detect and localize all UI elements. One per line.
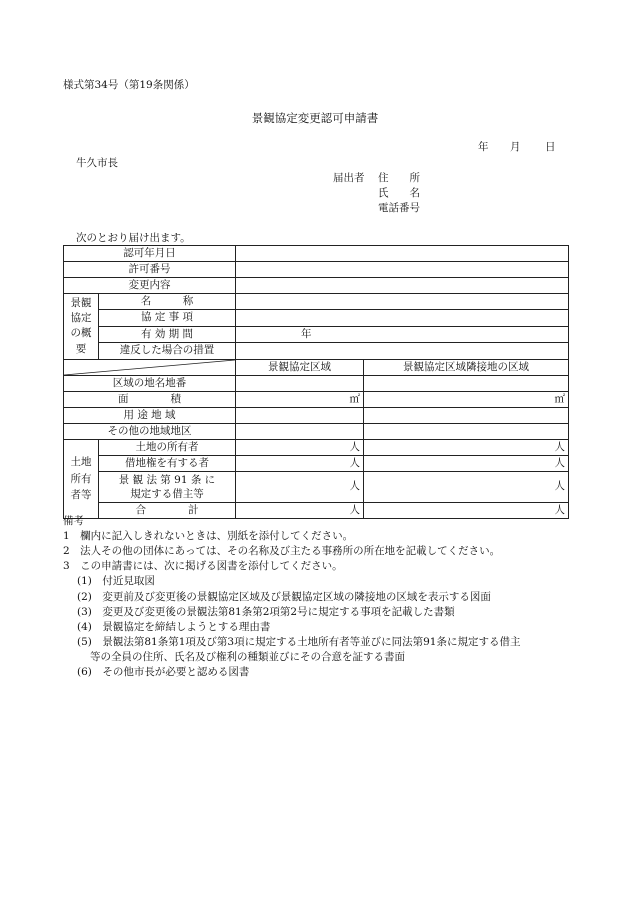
person-unit: 人	[554, 456, 565, 469]
diagonal-line	[64, 360, 235, 375]
note-3: 3 この申請書には、次に掲げる図書を添付してください。	[63, 560, 343, 572]
document-title: 景観協定変更認可申請書	[251, 111, 379, 125]
attachment-1: (1) 付近見取図	[77, 575, 155, 587]
date-month: 月	[510, 141, 521, 153]
lessee-label: 借地権を有する者	[99, 455, 236, 471]
permit-number-value[interactable]	[236, 262, 569, 278]
applicant-phone-label: 電話番号	[378, 202, 420, 214]
use-zone-label: 用 途 地 域	[64, 407, 236, 423]
applicant-address-label: 住 所	[378, 172, 420, 184]
violation-measures-label: 違反した場合の措置	[99, 343, 236, 359]
change-content-value[interactable]	[236, 278, 569, 294]
approval-date-value[interactable]	[236, 246, 569, 262]
note-2: 2 法人その他の団体にあっては、その名称及び主たる事務所の所在地を記載してください。	[63, 545, 501, 557]
attachment-6: (6) その他市長が必要と認める図書	[77, 666, 250, 678]
date-year: 年	[478, 141, 489, 153]
col-header-agreement-area: 景観協定区域	[236, 359, 364, 375]
area-location-value[interactable]	[236, 375, 364, 391]
application-table	[63, 245, 569, 519]
adjacent-use-zone-value[interactable]	[364, 407, 569, 423]
violation-measures-value[interactable]	[236, 343, 569, 359]
borrower-count[interactable]	[236, 471, 364, 502]
attachment-4: (4) 景観協定を締結しようとする理由書	[77, 621, 271, 633]
adjacent-size-value[interactable]	[364, 391, 569, 407]
adjacent-other-zone-value[interactable]	[364, 423, 569, 439]
attachment-5-cont: 等の全員の住所、氏名及び権利の種類並びにその合意を証する書面	[90, 651, 405, 663]
area-size-label: 面 積	[64, 391, 236, 407]
person-unit: 人	[349, 456, 360, 469]
borrower-label: 景 観 法 第 91 条 に 規定する借主等	[99, 471, 236, 502]
col-header-adjacent-area: 景観協定区域隣接地の区域	[364, 359, 569, 375]
area-unit: ㎡	[349, 392, 360, 405]
note-1: 1 欄内に記入しきれないときは、別紙を添付してください。	[63, 530, 354, 542]
validity-period-value[interactable]	[236, 326, 569, 342]
person-unit: 人	[349, 503, 360, 516]
attachment-3: (3) 変更及び変更後の景観法第81条第2項第2号に規定する事項を記載した書類	[77, 606, 455, 618]
area-size-value[interactable]	[236, 391, 364, 407]
other-zone-label: その他の地域地区	[64, 423, 236, 439]
person-unit: 人	[349, 480, 360, 493]
row-permit-number-label: 許可番号	[64, 262, 236, 278]
other-zone-value[interactable]	[236, 423, 364, 439]
lessee-count[interactable]	[236, 455, 364, 471]
person-unit: 人	[554, 440, 565, 453]
total-label: 合 計	[99, 502, 236, 518]
row-approval-date-label: 認可年月日	[64, 246, 236, 262]
person-unit: 人	[554, 480, 565, 493]
use-zone-value[interactable]	[236, 407, 364, 423]
adjacent-location-value[interactable]	[364, 375, 569, 391]
adjacent-landowner-count[interactable]	[364, 439, 569, 455]
form-number: 様式第34号（第19条関係）	[63, 79, 195, 91]
area-location-label: 区域の地名地番	[64, 375, 236, 391]
landowner-label: 土地の所有者	[99, 439, 236, 455]
landowner-group-label: 土地 所有 者等	[64, 439, 99, 518]
person-unit: 人	[349, 440, 360, 453]
diagonal-header-cell	[64, 359, 236, 375]
notes-heading: 備考	[63, 515, 84, 527]
agreement-name-label: 名 称	[99, 294, 236, 310]
applicant-label: 届出者	[333, 172, 365, 184]
adjacent-borrower-count[interactable]	[364, 471, 569, 502]
agreement-matters-label: 協 定 事 項	[99, 310, 236, 326]
attachment-5: (5) 景観法第81条第1項及び第3項に規定する土地所有者等並びに同法第91条に規定する借主	[77, 636, 521, 648]
agreement-summary-group-label: 景観 協定 の概 要	[64, 294, 99, 360]
applicant-name-label: 氏 名	[378, 187, 420, 199]
person-unit: 人	[554, 503, 565, 516]
total-count[interactable]	[236, 502, 364, 518]
intro-text: 次のとおり届け出ます。	[76, 232, 191, 244]
landowner-count[interactable]	[236, 439, 364, 455]
addressee: 牛久市長	[76, 157, 118, 169]
adjacent-lessee-count[interactable]	[364, 455, 569, 471]
adjacent-total-count[interactable]	[364, 502, 569, 518]
agreement-name-value[interactable]	[236, 294, 569, 310]
date-day: 日	[545, 141, 556, 153]
adjacent-area-unit: ㎡	[554, 392, 565, 405]
row-change-content-label: 変更内容	[64, 278, 236, 294]
agreement-matters-value[interactable]	[236, 310, 569, 326]
validity-period-label: 有 効 期 間	[99, 326, 236, 342]
attachment-2: (2) 変更前及び変更後の景観協定区域及び景観協定区域の隣接地の区域を表示する図面	[77, 591, 491, 603]
validity-period-unit: 年	[301, 327, 312, 340]
